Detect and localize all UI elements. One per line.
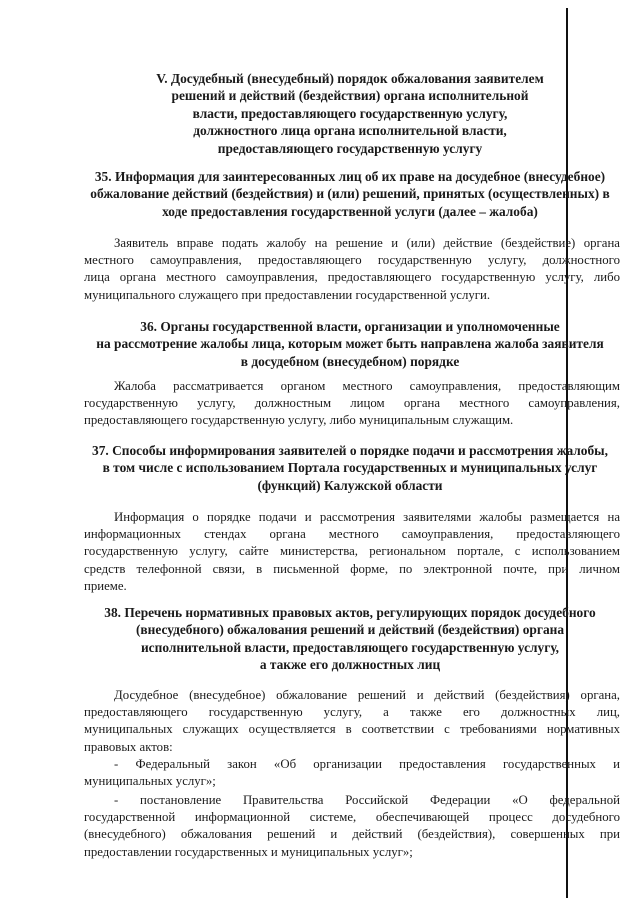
law-list-item (84, 792, 620, 861)
heading-line: предоставляющего государственную услугу (217, 140, 483, 156)
section-36-heading (74, 318, 626, 370)
section-37-paragraph (84, 509, 620, 595)
paragraph-line: местного самоуправления, предоставляющего государственную услугу, должностного (84, 253, 620, 268)
heading-line: в том числе с использованием Портала государственных и муниципальных услуг (102, 460, 598, 476)
heading-line: на рассмотрение жалобы лица, которым может быть направлена жалоба заявителя (96, 336, 604, 352)
paragraph-line: муниципальных услуг»; (84, 774, 216, 789)
paragraph-line: - постановление Правительства Российской Федерации «О федеральной (114, 793, 620, 807)
paragraph-line: правовых актов: (84, 739, 173, 754)
section-37-heading (74, 442, 626, 494)
paragraph-line: Заявитель вправе подать жалобу на решение и (или) действие (бездействие) органа (114, 236, 620, 250)
paragraph-line: предоставляющего государственную услугу, а также его должностных лиц, (84, 705, 620, 720)
section-38-paragraph (84, 687, 620, 756)
heading-line: должностного лица органа исполнительной власти, (193, 123, 507, 139)
section-v-heading (120, 70, 580, 157)
section-38-heading (74, 604, 626, 674)
paragraph-line: предоставляющего государственную услугу, либо муниципальным служащим. (84, 413, 514, 428)
section-35-heading (74, 168, 626, 220)
paragraph-line: лица органа местного самоуправления, предоставляющего государственную услугу, либо (84, 270, 620, 285)
heading-line: обжалование действий (бездействия) и (или) решений, принятых (осуществленных) в (90, 186, 610, 202)
heading-line: ходе предоставления государственной услуги (далее – жалоба) (162, 203, 538, 219)
heading-line: в досудебном (внесудебном) порядке (240, 353, 460, 369)
heading-line: а также его должностных лиц (259, 657, 441, 673)
paragraph-line: государственную услугу, сайте министерства, региональном портале, с использованием (84, 544, 620, 559)
paragraph-line: муниципального служащего при предоставлении государственной услуги. (84, 287, 491, 302)
paragraph-line: Информация о порядке подачи и рассмотрения заявителями жалобы размещается на (114, 510, 620, 524)
paragraph-line: предоставлении государственных и муниципальных услуг»; (84, 844, 413, 859)
heading-line: исполнительной власти, предоставляющего государственную услугу, (140, 639, 560, 655)
paragraph-line: муниципальных служащих осуществляется в соответствии с требованиями нормативных (84, 722, 620, 737)
heading-line: (внесудебного) обжалования решений и действий (бездействия) органа (135, 622, 565, 638)
paragraph-line: Досудебное (внесудебное) обжалование решений и действий (бездействия) органа, (114, 688, 620, 702)
paragraph-line: информационных стендах органа местного самоуправления, предоставляющего (84, 527, 620, 542)
heading-line: V. Досудебный (внесудебный) порядок обжалования заявителем (156, 71, 544, 86)
paragraph-line: Жалоба рассматривается органом местного самоуправления, предоставляющим (114, 379, 620, 393)
heading-line: 35. Информация для заинтересованных лиц об их праве на досудебное (внесудебное) (94, 169, 606, 184)
paragraph-line: - Федеральный закон «Об организации предоставления государственных и (114, 757, 620, 771)
section-36-paragraph (84, 378, 620, 430)
heading-line: 36. Органы государственной власти, организации и уполномоченные (140, 319, 560, 334)
paragraph-line: (внесудебного) обжалования решений и действий (бездействия), совершенных при (84, 827, 620, 842)
heading-line: решений и действий (бездействия) органа исполнительной (171, 88, 529, 104)
paragraph-line: государственную услугу, должностным лицом органа местного самоуправления, (84, 396, 620, 411)
paragraph-line: средств телефонной связи, в письменной форме, по электронной почте, при личном (84, 561, 620, 576)
paragraph-line: приеме. (84, 578, 127, 593)
heading-line: власти, предоставляющего государственную услугу, (192, 105, 508, 121)
heading-line: 38. Перечень нормативных правовых актов, регулирующих порядок досудебного (104, 605, 596, 620)
paragraph-line: государственной информационной системе, обеспечивающей процесс досудебного (84, 810, 620, 825)
heading-line: (функций) Калужской области (257, 477, 443, 493)
law-list-item (84, 756, 620, 790)
section-35-paragraph (84, 235, 620, 304)
heading-line: 37. Способы информирования заявителей о порядке подачи и рассмотрения жалобы, (92, 443, 608, 458)
